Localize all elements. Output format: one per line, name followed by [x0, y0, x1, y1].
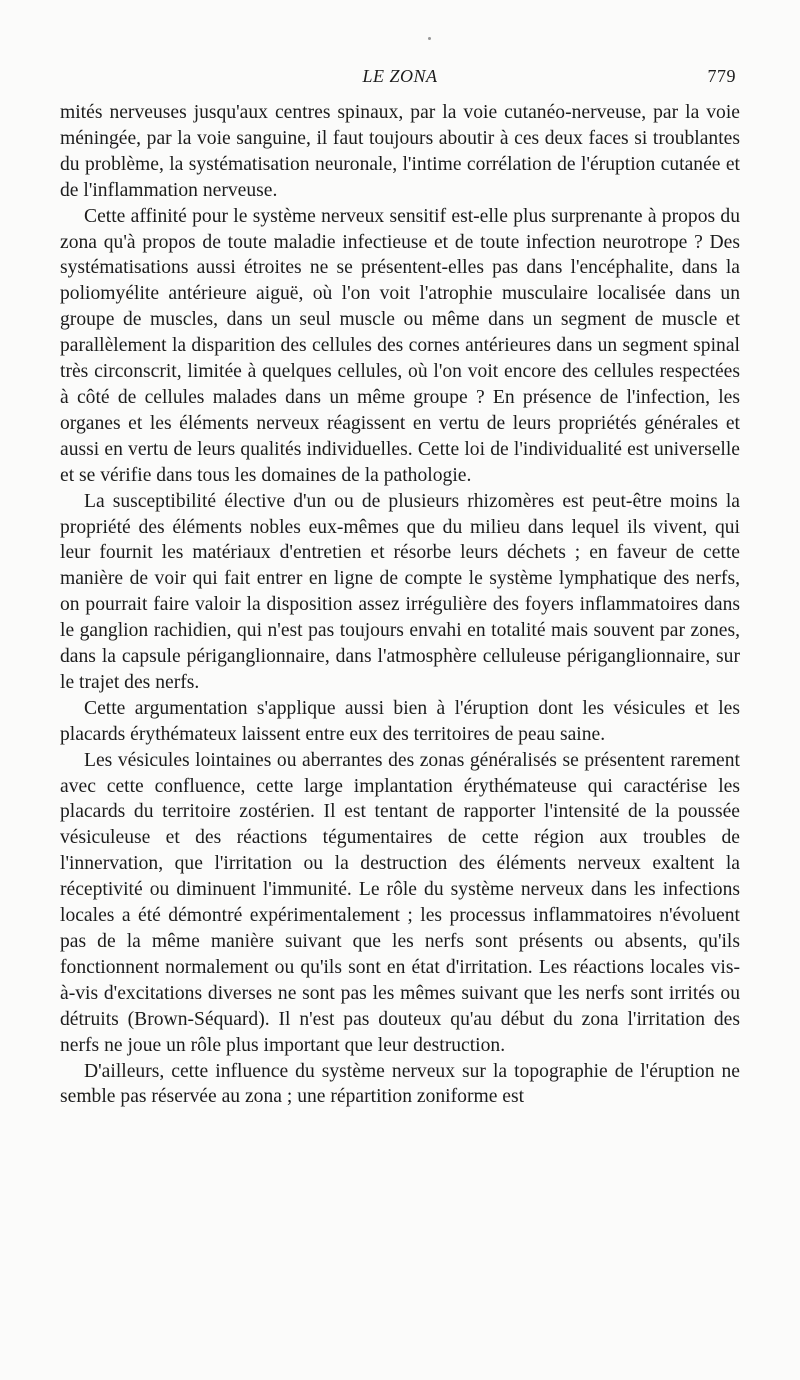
page-number: 779	[707, 66, 736, 86]
paragraph-affinite: Cette affinité pour le système nerveux sensitif est-elle plus surprenante à propos du zona qu'à propos de toute maladie infectieuse et de toute infection neurotrope ? Des systématisations aussi étroites ne se présentent-elles pas dans l'encéphalite, dans la poliomyélite antérieure aiguë, où l'on voit l'atrophie musculaire localisée dans un groupe de muscles, dans un seul muscle ou même dans un segment de muscle et parallèlement la disparition des cellules des cornes antérieures dans un segment spinal très circonscrit, limitée à quelques cellules, où l'on voit encore des cellules respectées à côté de cellules malades dans un même groupe ? En présence de l'infection, les organes et les éléments nerveux réagissent en vertu de leurs propriétés générales et aussi en vertu de leurs qualités individuelles. Cette loi de l'individualité est universelle et se vérifie dans tous les domaines de la pathologie.	[60, 205, 740, 486]
paragraph-vesicules: Les vésicules lointaines ou aberrantes des zonas généralisés se présentent rarement avec cette confluence, cette large implantation érythémateuse qui caractérise les placards du territoire zostérien. Il est tentant de rapporter l'intensité de la poussée vésiculeuse et des réactions tégumentaires de cette région aux troubles de l'innervation, que l'irritation ou la destruction des éléments nerveux exaltent la réceptivité ou diminuent l'immunité. Le rôle du système nerveux dans les infections locales a été démontré expérimentalement ; les processus inflammatoires n'évoluent pas de la même manière suivant que les nerfs sont présents ou absents, qu'ils fonctionnent normalement ou qu'ils sont en état d'irritation. Les réactions locales vis-à-vis d'excitations diverses ne sont pas les mêmes suivant que les nerfs sont irrités ou détruits (Brown-Séquard). Il n'est pas douteux qu'au début du zona l'irritation des nerfs ne joue un rôle plus important que leur destruction.	[60, 749, 740, 1056]
paragraph-ailleurs: D'ailleurs, cette influence du système nerveux sur la topographie de l'éruption ne semble pas réservée au zona ; une répartition zoniforme est	[60, 1060, 740, 1108]
print-speck	[428, 37, 431, 40]
paragraph-argumentation: Cette argumentation s'applique aussi bien à l'éruption dont les vésicules et les placards érythémateux laissent entre eux des territoires de peau saine.	[60, 697, 740, 745]
paragraph-susceptibilite: La susceptibilité élective d'un ou de plusieurs rhizomères est peut-être moins la propriété des éléments nobles eux-mêmes que du milieu dans lequel ils vivent, qui leur fournit les matériaux d'entretien et résorbe leurs déchets ; en faveur de cette manière de voir qui fait entrer en ligne de compte le système lymphatique des nerfs, on pourrait faire valoir la disposition assez irrégulière des foyers inflammatoires dans le ganglion rachidien, qui n'est pas toujours envahi en totalité mais souvent par zones, dans la capsule périganglionnaire, dans l'atmosphère celluleuse périganglionnaire, sur le trajet des nerfs.	[60, 490, 740, 693]
body-text	[60, 100, 740, 1110]
paragraph-continuation: mités nerveuses jusqu'aux centres spinaux, par la voie cutanéo-nerveuse, par la voie méningée, par la voie sanguine, il faut toujours aboutir à ces deux faces si troublantes du problème, la systématisation neuronale, l'intime corrélation de l'éruption cutanée et de l'inflammation nerveuse.	[60, 102, 740, 201]
book-page	[60, 66, 740, 1110]
running-title: LE ZONA	[362, 66, 438, 86]
running-header	[60, 66, 740, 100]
